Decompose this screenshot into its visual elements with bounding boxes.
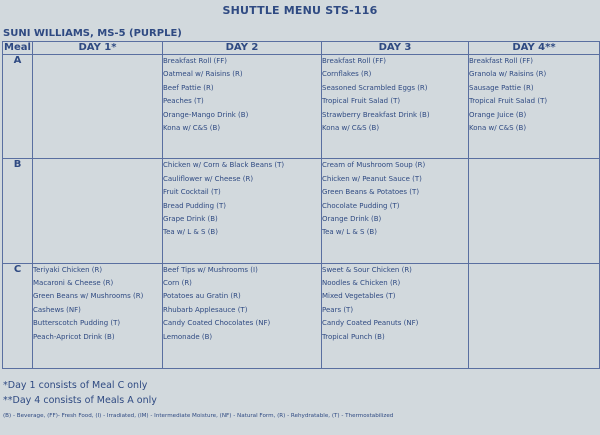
menu-item: Sausage Pattie (R)	[469, 83, 534, 92]
menu-item: Green Beans & Potatoes (T)	[322, 188, 420, 197]
meal-row-c	[3, 263, 600, 368]
menu-cell-day-4	[469, 263, 600, 368]
meal-label: A	[3, 55, 33, 159]
menu-cell-day-1	[33, 263, 163, 368]
menu-item: Lemonade (B)	[163, 332, 213, 341]
menu-item: Tropical Punch (B)	[322, 332, 385, 341]
menu-item: Corn (R)	[163, 279, 192, 288]
menu-cell-day-2	[163, 159, 322, 263]
menu-cell-day-3	[322, 159, 469, 263]
menu-item: Orange-Mango Drink (B)	[163, 110, 249, 119]
meal-row-b	[3, 159, 600, 263]
menu-item: Oatmeal w/ Raisins (R)	[163, 70, 243, 79]
menu-cell-day-3	[322, 263, 469, 368]
menu-item: Potatoes au Gratin (R)	[163, 292, 241, 301]
menu-table	[2, 41, 600, 369]
menu-title: SHUTTLE MENU STS-116	[222, 4, 378, 17]
menu-item: Chicken w/ Peanut Sauce (T)	[322, 174, 422, 183]
menu-item: Sweet & Sour Chicken (R)	[322, 265, 412, 274]
menu-item: Bread Pudding (T)	[163, 201, 226, 210]
menu-item: Candy Coated Chocolates (NF)	[163, 319, 271, 328]
menu-item: Seasoned Scrambled Eggs (R)	[322, 83, 428, 92]
menu-item: Chocolate Pudding (T)	[322, 201, 400, 210]
menu-item: Tropical Fruit Salad (T)	[322, 97, 401, 106]
header-row	[3, 42, 600, 55]
menu-item: Kona w/ C&S (B)	[322, 123, 380, 132]
menu-item: Candy Coated Peanuts (NF)	[322, 319, 419, 328]
menu-item: Strawberry Breakfast Drink (B)	[322, 110, 430, 119]
menu-cell-day-1	[33, 55, 163, 159]
menu-item: Butterscotch Pudding (T)	[33, 319, 121, 328]
header-day-1: DAY 1*	[33, 42, 163, 55]
menu-item: Beef Pattie (R)	[163, 83, 214, 92]
crew-member-name: SUNI WILLIAMS, MS-5 (PURPLE)	[3, 28, 182, 39]
menu-item: Peach-Apricot Drink (B)	[33, 332, 115, 341]
menu-cell-day-2	[163, 55, 322, 159]
note-day-4: **Day 4 consists of Meals A only	[3, 395, 157, 406]
menu-item: Tea w/ L & S (B)	[163, 228, 218, 237]
menu-item: Granola w/ Raisins (R)	[469, 70, 547, 79]
meal-label: C	[3, 263, 33, 368]
header-day-2: DAY 2	[163, 42, 322, 55]
menu-item: Grape Drink (B)	[163, 214, 218, 223]
header-meal: Meal	[4, 42, 31, 53]
menu-item: Breakfast Roll (FF)	[469, 57, 534, 65]
menu-cell-day-3	[322, 55, 469, 159]
menu-item: Peaches (T)	[163, 97, 204, 106]
menu-item: Breakfast Roll (FF)	[163, 57, 228, 65]
menu-item: Chicken w/ Corn & Black Beans (T)	[163, 161, 285, 170]
menu-item: Cauliflower w/ Cheese (R)	[163, 174, 254, 183]
menu-item: Cream of Mushroom Soup (R)	[322, 161, 426, 170]
menu-item: Kona w/ C&S (B)	[163, 123, 221, 132]
header-day-4: DAY 4**	[469, 42, 600, 55]
menu-item: Kona w/ C&S (B)	[469, 123, 527, 132]
menu-item: Mixed Vegetables (T)	[322, 292, 396, 301]
menu-item: Cashews (NF)	[33, 305, 81, 314]
menu-item: Pears (T)	[322, 305, 354, 314]
menu-item: Beef Tips w/ Mushrooms (I)	[163, 265, 258, 274]
menu-item: Orange Juice (B)	[469, 110, 527, 119]
menu-cell-day-2	[163, 263, 322, 368]
menu-item: Green Beans w/ Mushrooms (R)	[33, 292, 144, 301]
meal-row-a	[3, 55, 600, 159]
menu-item: Teriyaki Chicken (R)	[33, 265, 103, 274]
note-day-1: *Day 1 consists of Meal C only	[3, 380, 148, 391]
menu-item: Macaroni & Cheese (R)	[33, 279, 114, 288]
menu-cell-day-4	[469, 55, 600, 159]
menu-item: Rhubarb Applesauce (T)	[163, 305, 248, 314]
menu-item: Tea w/ L & S (B)	[322, 228, 377, 237]
menu-cell-day-1	[33, 159, 163, 263]
menu-item: Orange Drink (B)	[322, 214, 382, 223]
menu-cell-day-4	[469, 159, 600, 263]
menu-item: Tropical Fruit Salad (T)	[469, 97, 548, 106]
meal-label: B	[3, 159, 33, 263]
header-day-3: DAY 3	[322, 42, 469, 55]
menu-item: Fruit Cocktail (T)	[163, 188, 221, 197]
menu-item: Noodles & Chicken (R)	[322, 279, 401, 288]
menu-item: Breakfast Roll (FF)	[322, 57, 387, 65]
menu-item: Cornflakes (R)	[322, 70, 372, 79]
food-type-legend: (B) - Beverage, (FF)- Fresh Food, (I) - Irradiated, (IM) - Intermediate Moisture, (NF) - Natural Form, (R) - Rehydratable, (T) - Thermostabilized	[3, 413, 394, 419]
